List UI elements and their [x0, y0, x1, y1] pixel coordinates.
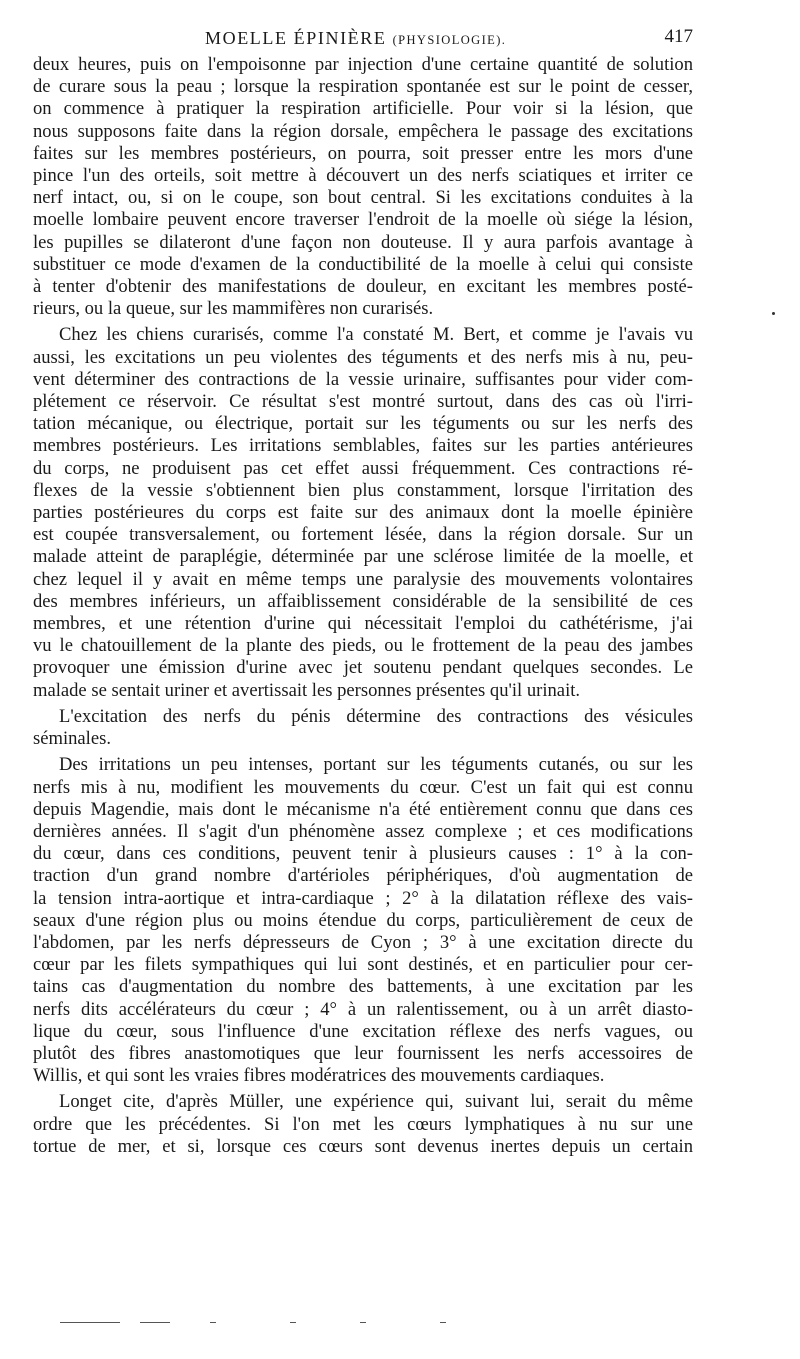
- text-line: nerf intact, ou, si on le coupe, son bout central. Si les excitations conduites à la: [33, 187, 693, 209]
- running-head: [33, 24, 693, 54]
- text-line: lique du cœur, sous l'influence d'une excitation réflexe des nerfs vagues, ou: [33, 1020, 693, 1042]
- text-line: provoquer une émission d'urine avec jet soutenu pendant quelques secondes. Le: [33, 657, 693, 679]
- text-line: ordre que les précédentes. Si l'on met les cœurs lymphatiques à nu sur une: [33, 1113, 693, 1135]
- text-line: cœur par les filets sympathiques qui lui sont destinés, et en particulier pour cer-: [33, 954, 693, 976]
- chapter-title: MOELLE ÉPINIÈRE: [205, 28, 387, 48]
- text-line: Des irritations un peu intenses, portant sur les téguments cutanés, ou sur les: [59, 754, 693, 776]
- text-line: substituer ce mode d'examen de la conductibilité de la moelle à celui qui consiste: [33, 253, 693, 275]
- text-line: malade atteint de paraplégie, déterminée par une sclérose limitée de la moelle, et: [33, 546, 693, 568]
- book-page: [33, 24, 693, 1158]
- text-line: depuis Magendie, mais dont le mécanisme n'a été entièrement connu que dans ces: [33, 798, 693, 820]
- text-line: moelle lombaire peuvent encore traverser l'endroit de la moelle où siége la lésion,: [33, 209, 693, 231]
- text-line: du cœur, dans ces conditions, peuvent tenir à plusieurs causes : 1° à la con-: [33, 843, 693, 865]
- text-line: plutôt des fibres anastomotiques que leur fournissent les nerfs accessoires de: [33, 1042, 693, 1064]
- text-line: l'abdomen, par les nerfs dépresseurs de Cyon ; 3° à une excitation directe du: [33, 931, 693, 953]
- text-line: chez lequel il y avait en même temps une paralysie des mouvements volontaires: [33, 568, 693, 590]
- text-line: dernières années. Il s'agit d'un phénomène assez complexe ; et ces modifications: [33, 820, 693, 842]
- text-line: deux heures, puis on l'empoisonne par injection d'une certaine quantité de solution: [33, 54, 693, 75]
- text-line: vent déterminer des contractions de la vessie urinaire, suffisantes pour vider com-: [33, 368, 693, 390]
- text-line: vu le chatouillement de la plante des pieds, ou le frottement de la peau des jambes: [33, 635, 693, 657]
- text-line: nerfs mis à nu, modifient les mouvements du cœur. C'est un fait qui est connu: [33, 776, 693, 798]
- text-line: plétement ce réservoir. Ce résultat s'est montré surtout, dans des cas où l'irri-: [33, 391, 693, 413]
- text-line: parties postérieures du corps est faite sur des animaux dont la moelle épinière: [33, 502, 693, 524]
- page-number: 417: [664, 26, 693, 47]
- paragraph-3: [33, 706, 693, 750]
- text-line: est coupée transversalement, ou fortement lésée, dans la région dorsale. Sur un: [33, 524, 693, 546]
- paragraph-1: [33, 54, 693, 320]
- text-line: pince l'un des orteils, soit mettre à découvert un des nerfs sciatiques et irriter ce: [33, 165, 693, 187]
- text-line: Willis, et qui sont les vraies fibres modératrices des mouvements cardiaques.: [33, 1065, 605, 1087]
- text-line: on commence à pratiquer la respiration artificielle. Pour voir si la lésion, que: [33, 98, 693, 120]
- chapter-subtitle: (PHYSIOLOGIE).: [392, 33, 507, 47]
- margin-speck: [772, 312, 775, 315]
- text-line: tains cas d'augmentation du nombre des battements, à une excitation par les: [33, 976, 693, 998]
- paragraph-2: [33, 324, 693, 701]
- text-line: membres, et une rétention d'urine qui nécessitait l'emploi du cathétérisme, j'ai: [33, 613, 693, 635]
- text-line: la tension intra-aortique et intra-cardiaque ; 2° à la dilatation réflexe des vais-: [33, 887, 693, 909]
- text-line: nous supposons faite dans la région dorsale, empêchera le passage des excitations: [33, 120, 693, 142]
- text-line: nerfs dits accélérateurs du cœur ; 4° à un ralentissement, ou à un arrêt diasto-: [33, 998, 693, 1020]
- text-line: à tenter d'obtenir des manifestations de douleur, en excitant les membres posté-: [33, 276, 693, 298]
- text-line: des membres inférieurs, un affaiblissement considérable de la sensibilité de ces: [33, 590, 693, 612]
- footer-scan-marks: [60, 1322, 460, 1326]
- text-line: aussi, les excitations un peu violentes des téguments et des nerfs mis à nu, peu-: [33, 346, 693, 368]
- text-line: L'excitation des nerfs du pénis détermine des contractions des vésicules: [59, 705, 693, 727]
- running-title: [205, 28, 506, 49]
- body-text: [33, 54, 693, 1158]
- text-line: rieurs, ou la queue, sur les mammifères non curarisés.: [33, 298, 434, 320]
- text-line: Longet cite, d'après Müller, une expérience qui, suivant lui, serait du même: [59, 1091, 693, 1113]
- text-line: membres postérieurs. Les irritations semblables, faites sur les parties antérieures: [33, 435, 693, 457]
- text-line: du corps, ne produisent pas cet effet aussi fréquemment. Ces contractions ré-: [33, 457, 693, 479]
- text-line: seaux d'une région plus ou moins étendue du corps, particulièrement de ceux de: [33, 909, 693, 931]
- text-line: Chez les chiens curarisés, comme l'a constaté M. Bert, et comme je l'avais vu: [59, 324, 693, 346]
- text-line: de curare sous la peau ; lorsque la respiration spontanée est sur le point de cesser,: [33, 76, 693, 98]
- text-line: tortue de mer, et si, lorsque ces cœurs sont devenus inertes depuis un certain: [33, 1135, 693, 1157]
- paragraph-5: [33, 1091, 693, 1158]
- text-line: faites sur les membres postérieurs, on pourra, soit presser entre les mors d'une: [33, 142, 693, 164]
- text-line: malade se sentait uriner et avertissait les personnes présentes qu'il urinait.: [33, 679, 581, 701]
- text-line: séminales.: [33, 728, 111, 750]
- text-line: traction d'un grand nombre d'artérioles périphériques, d'où augmentation de: [33, 865, 693, 887]
- text-line: flexes de la vessie s'obtiennent bien plus constamment, lorsque l'irritation des: [33, 479, 693, 501]
- paragraph-4: [33, 754, 693, 1087]
- text-line: tation mécanique, ou électrique, portait sur les téguments ou sur les nerfs des: [33, 413, 693, 435]
- text-line: les pupilles se dilateront d'une façon non douteuse. Il y aura parfois avantage à: [33, 231, 693, 253]
